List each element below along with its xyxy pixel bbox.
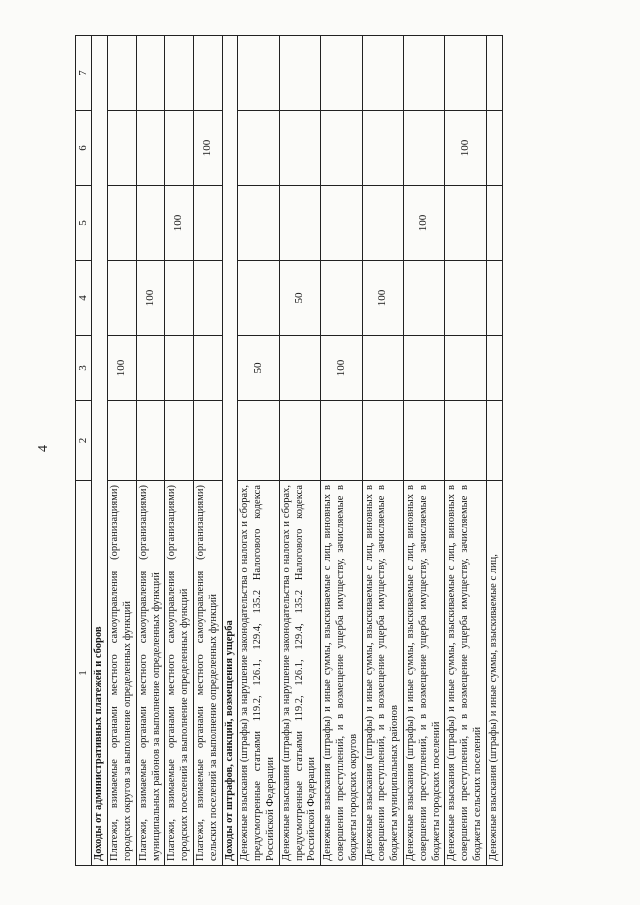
value-cell: [108, 401, 137, 481]
table-row: [445, 36, 486, 866]
value-cell: [403, 401, 444, 481]
section-row: [222, 36, 238, 866]
value-cell: [486, 111, 502, 186]
value-cell: [193, 36, 222, 111]
value-cell: 50: [238, 336, 279, 401]
header-cell: 6: [76, 111, 92, 186]
value-cell: [165, 36, 194, 111]
value-cell: [165, 336, 194, 401]
value-cell: [403, 36, 444, 111]
table-body: [92, 36, 502, 866]
row-description: Денежные взыскания (штрафы) и иные суммы, взыскиваемые с лиц, виновных в совершении преступлений, и в возмещение ущерба имуществу, зачисляемые в бюджеты муниципальных районов: [362, 481, 403, 866]
row-description: Денежные взыскания (штрафы) и иные суммы, взыскиваемые с лиц,: [486, 481, 502, 866]
value-cell: [193, 261, 222, 336]
value-cell: [445, 261, 486, 336]
value-cell: [445, 36, 486, 111]
value-cell: [362, 401, 403, 481]
section-title: Доходы от административных платежей и сборов: [92, 36, 108, 866]
section-row: [92, 36, 108, 866]
value-cell: [165, 111, 194, 186]
value-cell: [321, 261, 362, 336]
value-cell: [321, 401, 362, 481]
header-cell: 5: [76, 186, 92, 261]
value-cell: [238, 36, 279, 111]
header-cell: 2: [76, 401, 92, 481]
value-cell: [165, 261, 194, 336]
value-cell: 100: [108, 336, 137, 401]
value-cell: [486, 261, 502, 336]
value-cell: [445, 336, 486, 401]
value-cell: [362, 336, 403, 401]
header-cell: 1: [76, 481, 92, 866]
section-title: Доходы от штрафов, санкций, возмещения ущерба: [222, 36, 238, 866]
value-cell: [403, 336, 444, 401]
value-cell: [136, 36, 165, 111]
value-cell: [136, 401, 165, 481]
value-cell: [108, 111, 137, 186]
value-cell: [108, 36, 137, 111]
table-row: [238, 36, 279, 866]
value-cell: 100: [193, 111, 222, 186]
table-row: [108, 36, 137, 866]
value-cell: 100: [165, 186, 194, 261]
value-cell: [321, 36, 362, 111]
value-cell: [279, 401, 320, 481]
value-cell: [362, 111, 403, 186]
value-cell: [238, 186, 279, 261]
value-cell: [403, 261, 444, 336]
value-cell: [279, 111, 320, 186]
value-cell: [486, 36, 502, 111]
value-cell: [486, 186, 502, 261]
table-row: [193, 36, 222, 866]
value-cell: [108, 261, 137, 336]
value-cell: [238, 261, 279, 336]
value-cell: [486, 401, 502, 481]
table-row: [279, 36, 320, 866]
value-cell: [238, 401, 279, 481]
value-cell: [193, 401, 222, 481]
table-row: [362, 36, 403, 866]
row-description: Платежи, взимаемые органами местного самоуправления (организациями) городских поселений за выполнение определенных функций: [165, 481, 194, 866]
value-cell: [136, 336, 165, 401]
row-description: Денежные взыскания (штрафы) и иные суммы, взыскиваемые с лиц, виновных в совершении преступлений, и в возмещение ущерба имуществу, зачисляемые в бюджеты городских поселений: [403, 481, 444, 866]
value-cell: [136, 111, 165, 186]
revenue-distribution-table: [75, 35, 503, 866]
row-description: Платежи, взимаемые органами местного самоуправления (организациями) муниципальных районов за выполнение определенных функций: [136, 481, 165, 866]
row-description: Денежные взыскания (штрафы) за нарушение законодательства о налогах и сборах, предусмотренные статьями 119.2, 126.1, 129.4, 135.2 Налогового кодекса Российской Федерации: [238, 481, 279, 866]
table-row: [136, 36, 165, 866]
value-cell: [279, 336, 320, 401]
value-cell: [165, 401, 194, 481]
header-cell: 7: [76, 36, 92, 111]
header-cell: 3: [76, 336, 92, 401]
value-cell: [362, 36, 403, 111]
value-cell: 50: [279, 261, 320, 336]
table-row: [165, 36, 194, 866]
table-row: [321, 36, 362, 866]
rotated-table-wrapper: [75, 36, 585, 866]
header-cell: 4: [76, 261, 92, 336]
value-cell: [279, 186, 320, 261]
value-cell: [279, 36, 320, 111]
value-cell: [445, 186, 486, 261]
page-number: 4: [36, 445, 51, 452]
table-row: [486, 36, 502, 866]
value-cell: [321, 186, 362, 261]
row-description: Денежные взыскания (штрафы) и иные суммы, взыскиваемые с лиц, виновных в совершении преступлений, и в возмещение ущерба имуществу, зачисляемые в бюджеты городских округов: [321, 481, 362, 866]
value-cell: 100: [403, 186, 444, 261]
header-row: [76, 36, 92, 866]
row-description: Денежные взыскания (штрафы) за нарушение законодательства о налогах и сборах, предусмотренные статьями 119.2, 126.1, 129.4, 135.2 Налогового кодекса Российской Федерации: [279, 481, 320, 866]
value-cell: 100: [136, 261, 165, 336]
row-description: Платежи, взимаемые органами местного самоуправления (организациями) сельских поселений за выполнение определенных функций: [193, 481, 222, 866]
value-cell: [403, 111, 444, 186]
value-cell: [136, 186, 165, 261]
row-description: Денежные взыскания (штрафы) и иные суммы, взыскиваемые с лиц, виновных в совершении преступлений, и в возмещение ущерба имуществу, зачисляемые в бюджеты сельских поселений: [445, 481, 486, 866]
value-cell: 100: [362, 261, 403, 336]
value-cell: [193, 186, 222, 261]
value-cell: 100: [445, 111, 486, 186]
value-cell: 100: [321, 336, 362, 401]
value-cell: [486, 336, 502, 401]
value-cell: [193, 336, 222, 401]
table-row: [403, 36, 444, 866]
value-cell: [321, 111, 362, 186]
value-cell: [362, 186, 403, 261]
value-cell: [445, 401, 486, 481]
value-cell: [108, 186, 137, 261]
value-cell: [238, 111, 279, 186]
row-description: Платежи, взимаемые органами местного самоуправления (организациями) городских округов за выполнение определенных функций: [108, 481, 137, 866]
